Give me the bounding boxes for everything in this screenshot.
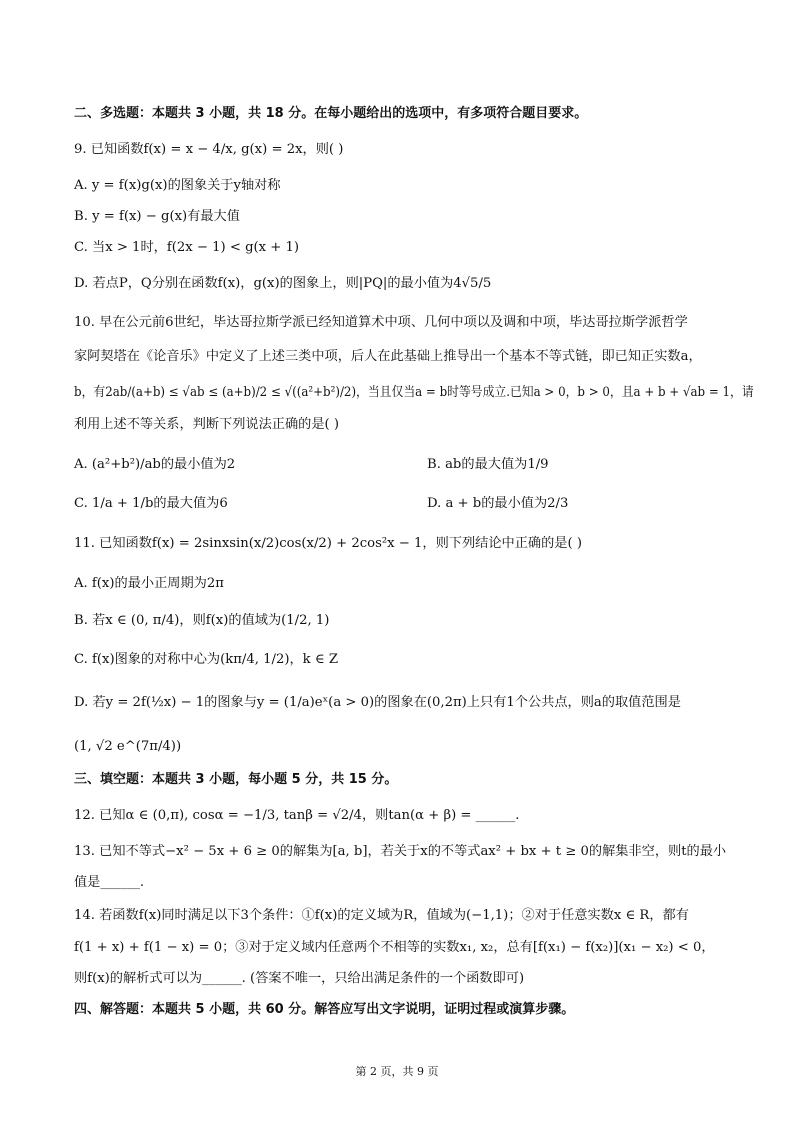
q14-line-3: 则f(x)的解析式可以为______. (答案不唯一，只给出满足条件的一个函数即可) (74, 971, 525, 986)
section-heading-multi-choice: 二、多选题：本题共 3 小题，共 18 分。在每小题给出的选项中，有多项符合题目要求。 (74, 106, 588, 121)
page-number: 第 2 页，共 9 页 (355, 1065, 439, 1078)
section-heading-fill-blank: 三、填空题：本题共 3 小题，每小题 5 分，共 15 分。 (74, 772, 398, 787)
q11-option-c: C. f(x)图象的对称中心为(kπ/4, 1/2)，k ∈ Z (74, 652, 338, 667)
q10-option-b: B. ab的最大值为1/9 (427, 457, 549, 472)
q11-stem: 11. 已知函数f(x) = 2sinxsin(x/2)cos(x/2) + 2cos²x − 1，则下列结论中正确的是( ) (74, 536, 582, 551)
q9-option-a: A. y = f(x)g(x)的图象关于y轴对称 (74, 178, 281, 193)
q9-option-d: D. 若点P，Q分别在函数f(x)，g(x)的图象上，则|PQ|的最小值为4√5/5 (74, 276, 492, 291)
q10-line-4: 利用上述不等关系，判断下列说法正确的是( ) (74, 417, 340, 432)
q14-line-1: 14. 若函数f(x)同时满足以下3个条件：①f(x)的定义域为R，值域为(−1,1)；②对于任意实数x ∈ R，都有 (74, 908, 689, 923)
q11-option-b: B. 若x ∈ (0, π/4)，则f(x)的值域为(1/2, 1) (74, 613, 330, 628)
q10-option-a: A. (a²+b²)/ab的最小值为2 (74, 457, 236, 472)
q13-line-2: 值是______. (74, 875, 145, 890)
q14-line-2: f(1 + x) + f(1 − x) = 0；③对于定义域内任意两个不相等的实数x₁, x₂，总有[f(x₁) − f(x₂)](x₁ − x₂) < 0， (74, 940, 715, 955)
q12: 12. 已知α ∈ (0,π), cosα = −1/3, tanβ = √2/4，则tan(α + β) = ______. (74, 808, 520, 823)
q10-option-c: C. 1/a + 1/b的最大值为6 (74, 496, 228, 511)
q10-line-1: 10. 早在公元前6世纪，毕达哥拉斯学派已经知道算术中项、几何中项以及调和中项，毕达哥拉斯学派哲学 (74, 315, 688, 330)
q10-line-2: 家阿契塔在《论音乐》中定义了上述三类中项，后人在此基础上推导出一个基本不等式链，即已知正实数a， (74, 349, 702, 364)
q9-option-c: C. 当x > 1时，f(2x − 1) < g(x + 1) (74, 240, 300, 255)
q11-option-d-range: (1, √2 e^(7π/4)) (74, 739, 182, 754)
q10-option-d: D. a + b的最小值为2/3 (427, 496, 569, 511)
q9-stem: 9. 已知函数f(x) = x − 4/x, g(x) = 2x，则( ) (74, 142, 344, 157)
q11-option-a: A. f(x)的最小正周期为2π (74, 576, 224, 591)
q10-row-ab (74, 455, 734, 475)
q9-option-b: B. y = f(x) − g(x)有最大值 (74, 209, 240, 224)
q10-line-3: b，有2ab/(a+b) ≤ √ab ≤ (a+b)/2 ≤ √((a²+b²)/2)，当且仅当a = b时等号成立.已知a > 0，b > 0，且a + b + √ab = 1，请 (74, 385, 754, 400)
q13-line-1: 13. 已知不等式−x² − 5x + 6 ≥ 0的解集为[a, b]，若关于x的不等式ax² + bx + t ≥ 0的解集非空，则t的最小 (74, 844, 727, 859)
q11-option-d: D. 若y = 2f(½x) − 1的图象与y = (1/a)eˣ(a > 0)的图象在(0,2π)上只有1个公共点，则a的取值范围是 (74, 695, 681, 710)
section-heading-answer: 四、解答题：本题共 5 小题，共 60 分。解答应写出文字说明，证明过程或演算步骤。 (74, 1002, 575, 1017)
q10-row-cd (74, 494, 734, 514)
